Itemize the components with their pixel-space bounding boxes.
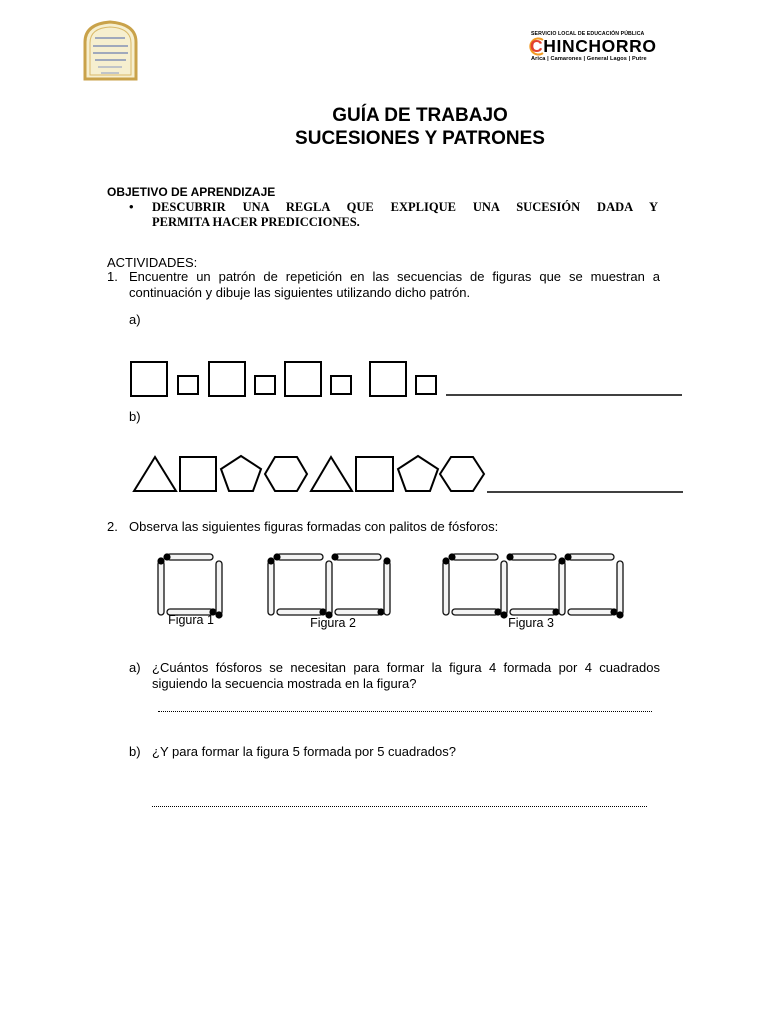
figure-3-label: Figura 3 [508,616,554,630]
sep-communes: Arica | Camarones | General Lagos | Putre [531,56,647,62]
figure-1-label: Figura 1 [168,613,214,627]
matchstick-figures [157,553,623,618]
question-1-line-2: continuación y dibuje las siguientes utilizando dicho patrón. [129,285,471,300]
matchstick-head [383,557,390,564]
matchstick [568,608,618,615]
matchstick-head [448,553,455,560]
matchstick [452,608,502,615]
matchstick [616,561,623,619]
large-square-shape [209,362,245,396]
matchstick [558,557,565,615]
objective-line-1: DESCUBRIR UNA REGLA QUE EXPLIQUE UNA SUCESIÓN DADA Y [152,200,658,214]
question-1-line-1: Encuentre un patrón de repetición en las secuencias de figuras que se muestran a [129,269,660,284]
matchstick-head [273,553,280,560]
matchstick [325,561,332,619]
matchstick-head [616,611,623,618]
sep-logo-wrapper [530,37,657,57]
question-2-a-line-1: ¿Cuántos fósforos se necesitan para formar la figura 4 formada por 4 cuadrados [152,660,660,675]
pentagon-shape [221,456,261,491]
question-1-a-label: a) [129,312,141,327]
question-1-number: 1. [107,269,118,284]
matchstick [277,608,327,615]
answer-dotted-line-a [158,711,652,712]
matchstick-head [442,557,449,564]
matchstick [383,557,390,615]
activities-heading: ACTIVIDADES: [107,255,198,270]
pentagon-shape [398,456,438,491]
large-square-shape [370,362,406,396]
matchstick-head [267,557,274,564]
triangle-shape [134,457,176,491]
question-2-a-line-2: siguiendo la secuencia mostrada en la figura? [152,676,417,691]
matchstick [500,561,507,619]
objective-line-2: PERMITA HACER PREDICCIONES. [152,215,360,229]
question-2-text: Observa las siguientes figuras formadas con palitos de fósforos: [129,519,499,534]
matchstick [506,553,556,560]
matchstick-head [558,557,565,564]
hexagon-shape [265,457,307,491]
small-square-shape [255,376,275,394]
question-2-a-label: a) [129,660,141,675]
matchstick-head [331,553,338,560]
small-square-shape [178,376,198,394]
page-title: GUÍA DE TRABAJO [332,105,508,126]
sequence-b [134,456,683,492]
large-square-shape [131,362,167,396]
matchstick [335,608,385,615]
small-square-shape [416,376,436,394]
matchstick [564,553,614,560]
question-1-b-label: b) [129,409,141,424]
page-subtitle: SUCESIONES Y PATRONES [295,128,545,149]
matchstick-figure-2 [267,553,390,618]
sep-service-name: SERVICIO LOCAL DE EDUCACIÓN PÚBLICA [531,31,645,37]
matchstick [273,553,323,560]
large-square-shape [285,362,321,396]
matchstick [331,553,381,560]
matchstick [163,553,213,560]
matchstick-figure-3 [442,553,623,618]
matchstick-head [564,553,571,560]
matchstick-figure-1 [157,553,222,618]
matchstick [215,561,222,619]
question-2-b-label: b) [129,744,141,759]
square-shape [356,457,393,491]
school-crest-logo [85,22,136,79]
matchstick [448,553,498,560]
small-square-shape [331,376,351,394]
sequence-a [131,362,682,396]
matchstick [267,557,274,615]
matchstick [157,557,164,615]
matchstick-head [157,557,164,564]
square-shape [180,457,216,491]
hexagon-shape [440,457,484,491]
answer-dotted-line-b [152,806,647,807]
sep-logo-name: CHINCHORRO [530,36,657,56]
bullet-icon: • [129,199,134,214]
objective-heading: OBJETIVO DE APRENDIZAJE [107,185,276,199]
question-2-number: 2. [107,519,118,534]
figure-2-label: Figura 2 [310,616,356,630]
matchstick [510,608,560,615]
matchstick [442,557,449,615]
question-2-b-text: ¿Y para formar la figura 5 formada por 5 cuadrados? [152,744,456,759]
matchstick-head [163,553,170,560]
matchstick-head [506,553,513,560]
triangle-shape [311,457,352,491]
